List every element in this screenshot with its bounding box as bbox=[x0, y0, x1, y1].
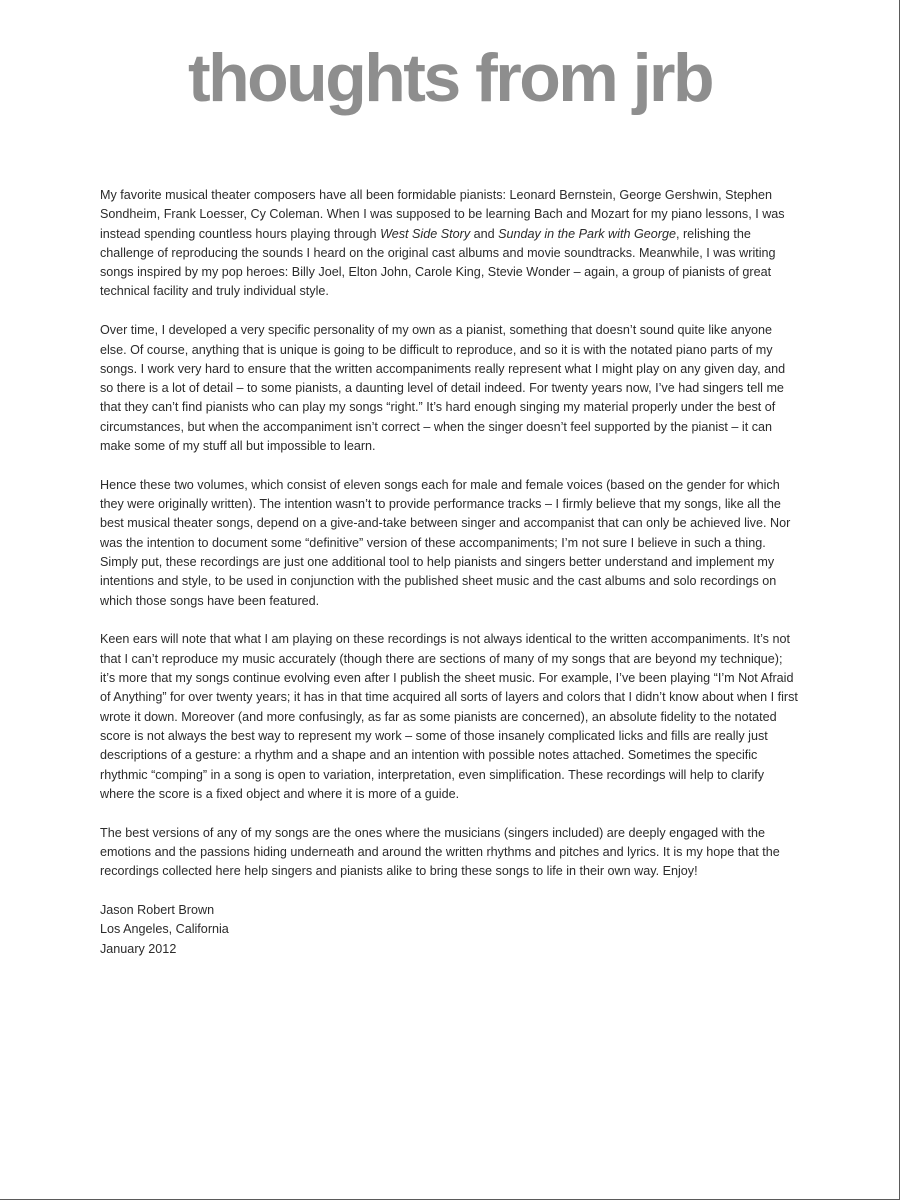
signoff-name: Jason Robert Brown bbox=[100, 903, 215, 917]
paragraph-4: Keen ears will note that what I am playing on these recordings is not always identical to the written accompaniments. It’s not that I can’t reproduce my music accurately (though there are sections of many of my songs that are beyond my technique); it’s more that my songs continue evolving even after I publish the sheet music. For example, I’ve been playing “I’m Not Afraid of Anything” for over twenty years; it has in that time acquired all sorts of layers and colors that I didn’t know about when I first wrote it down. Moreover (and more confusingly, as far as some pianists are concerned), an absolute fidelity to the notated score is not always the best way to represent my work – some of those insanely complicated licks and fills are really just descriptions of a gesture: a rhythm and a shape and an intention with possible notes attached. Sometimes the specific rhythmic “comping” in a song is open to variation, interpretation, even simplification. These recordings will help to clarify where the score is a fixed object and where it is more of a guide. bbox=[100, 632, 798, 801]
show-title-west-side-story: West Side Story bbox=[380, 226, 471, 241]
signoff-location: Los Angeles, California bbox=[100, 922, 229, 937]
paragraph-5: The best versions of any of my songs are the ones where the musicians (singers included) are deeply engaged with the emotions and the passions hiding underneath and around the written rhythms and pitches and lyrics. It is my hope that the recordings collected here help singers and pianists alike to bring these songs to life in their own way. Enjoy! bbox=[100, 825, 780, 879]
paragraph-1-text-b: and bbox=[470, 226, 499, 241]
show-title-sunday-in-the-park: Sunday in the Park with George bbox=[498, 226, 676, 241]
paragraph-1-text-a: My favorite musical theater composers have all been formidable pianists: Leonard Bernstein, George Gershwin, Stephen Sondheim, Frank Loesser, Cy Coleman. When I was supposed to be learning Bach and Mozart for my piano lessons, I was instead spending countless hours playing through bbox=[100, 188, 785, 241]
page-title: thoughts from jrb bbox=[187, 40, 713, 116]
signoff bbox=[100, 901, 800, 959]
signoff-date: January 2012 bbox=[100, 941, 177, 956]
paragraph-1-text-c: , relishing the challenge of reproducing the sounds I heard on the original cast albums and movie soundtracks. Meanwhile, I was writing songs inspired by my pop heroes: Billy Joel, Elton John, Carole King, Stevie Wonder – again, a group of pianists of great technical facility and truly individual style. bbox=[100, 226, 776, 299]
paragraph-2: Over time, I developed a very specific personality of my own as a pianist, something that doesn’t sound quite like anyone else. Of course, anything that is unique is going to be difficult to reproduce, and so it is with the notated piano parts of my songs. I work very hard to ensure that the written accompaniments really represent what I might play on any given day, and so there is a lot of detail – to some pianists, a daunting level of detail indeed. For twenty years now, I’ve had singers tell me that they can’t find pianists who can play my songs “right.” It’s hard enough singing my material properly under the best of circumstances, but when the accompaniment isn’t correct – when the singer doesn’t feel supported by the pianist – it can make some of my stuff all but impossible to learn. bbox=[100, 323, 786, 454]
paragraph-1 bbox=[100, 186, 800, 302]
letter-body bbox=[100, 186, 800, 959]
paragraph-3: Hence these two volumes, which consist of eleven songs each for male and female voices (based on the gender for which they were originally written). The intention wasn’t to provide performance tracks – I firmly believe that my songs, like all the best musical theater songs, depend on a give-and-take between singer and accompanist that can only be achieved live. Nor was the intention to document some “definitive” version of these accompaniments; I’m not sure I believe in such a thing. Simply put, these recordings are just one additional tool to help pianists and singers better understand and implement my intentions and style, to be used in conjunction with the published sheet music and the cast albums and solo recordings on which those songs have been featured. bbox=[100, 477, 791, 608]
